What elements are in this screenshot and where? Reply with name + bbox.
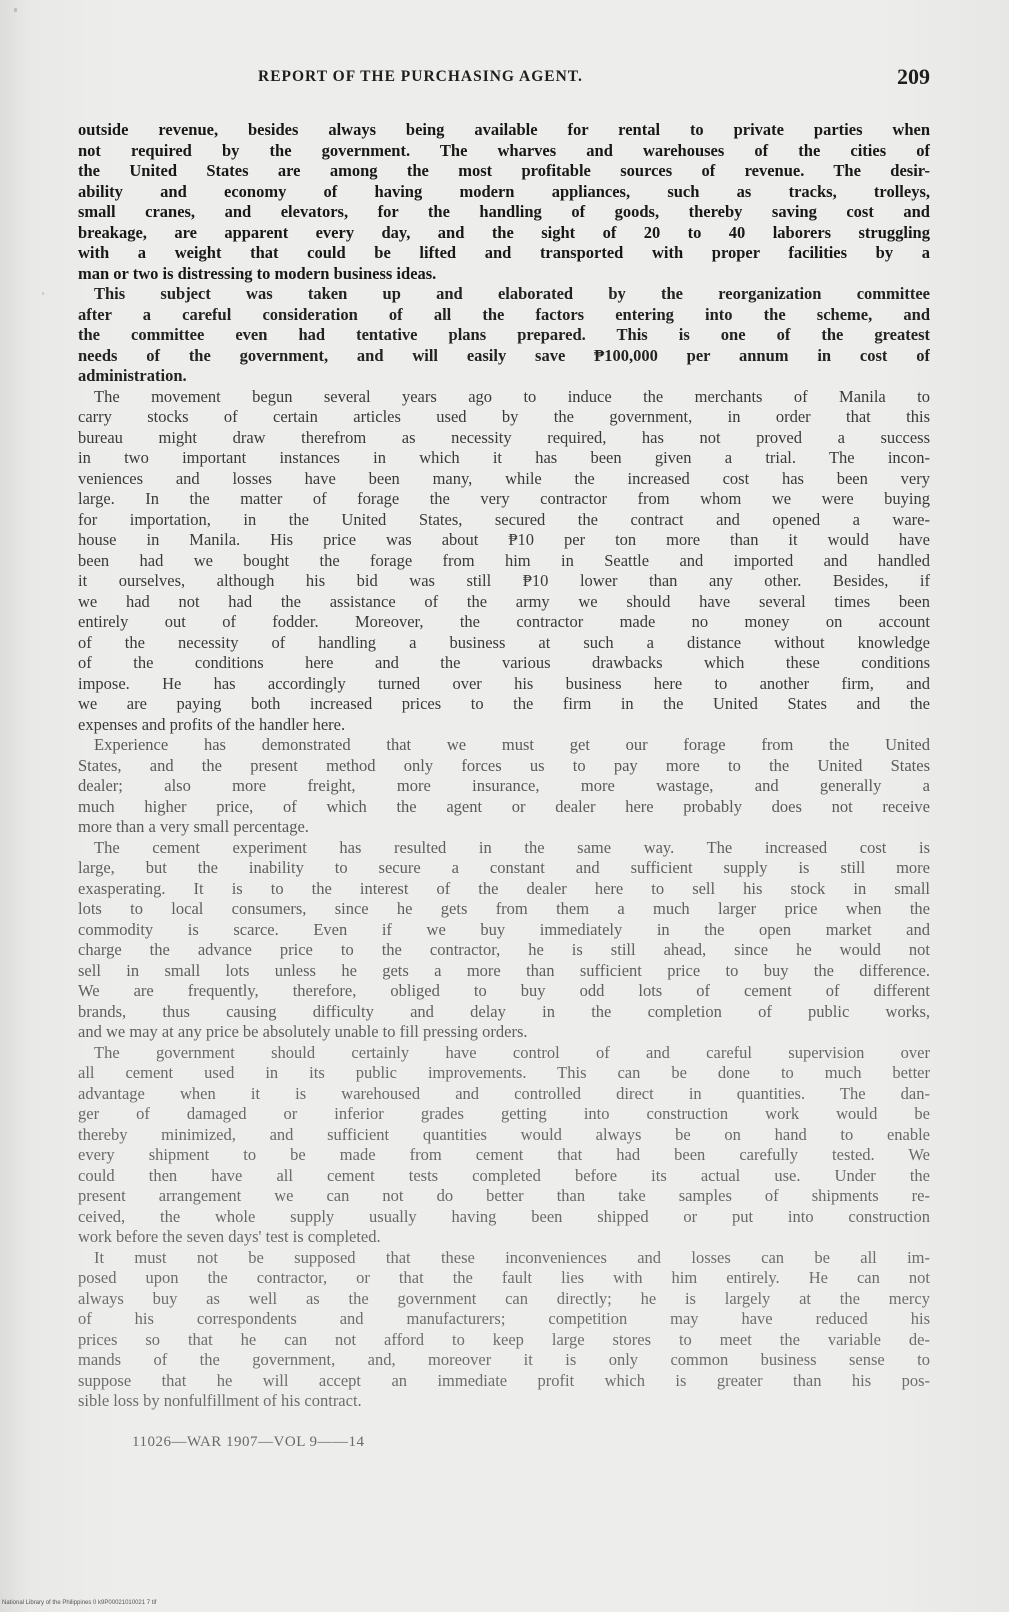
- text-line: brands, thus causing difficulty and delay in the completion of public works,: [78, 1001, 930, 1021]
- text-line: needs of the government, and will easily save ₱100,000 per annum in cost of: [78, 345, 930, 365]
- text-line: The movement begun several years ago to induce the merchants of Manila to: [94, 386, 930, 406]
- text-line: expenses and profits of the handler here.: [78, 714, 346, 734]
- text-line: It must not be supposed that these inconveniences and losses can be all im-: [94, 1247, 930, 1267]
- paragraph: [78, 120, 930, 284]
- text-line: we had not had the assistance of the army we should have several times been: [78, 591, 930, 611]
- text-line: ceived, the whole supply usually having been shipped or put into construction: [78, 1206, 930, 1226]
- text-line: bureau might draw therefrom as necessity required, has not proved a success: [78, 427, 930, 447]
- text-line: the United States are among the most profitable sources of revenue. The desir-: [78, 161, 930, 180]
- text-line: we are paying both increased prices to the firm in the United States and the: [78, 694, 930, 713]
- text-line: mands of the government, and, moreover it is only common business sense to: [78, 1350, 930, 1369]
- text-line: all cement used in its public improvements. This can be done to much better: [78, 1063, 930, 1082]
- text-line: not required by the government. The wharves and warehouses of the cities of: [78, 140, 930, 160]
- text-line: ability and economy of having modern appliances, such as tracks, trolleys,: [78, 181, 930, 201]
- text-line: in two important instances in which it has been given a trial. The incon-: [78, 448, 930, 467]
- text-line: it ourselves, although his bid was still ₱10 lower than any other. Besides, if: [78, 571, 930, 590]
- text-line: been had we bought the forage from him in Seattle and imported and handled: [78, 550, 930, 570]
- running-head: REPORT OF THE PURCHASING AGENT.: [258, 68, 583, 85]
- paragraph: [78, 838, 930, 1043]
- text-line: thereby minimized, and sufficient quantities would always be on hand to enable: [78, 1124, 930, 1144]
- text-line: the committee even had tentative plans prepared. This is one of the greatest: [78, 325, 930, 344]
- text-line: States, and the present method only forces us to pay more to the United States: [78, 755, 930, 775]
- page-number: 209: [897, 64, 930, 89]
- text-line: small cranes, and elevators, for the handling of goods, thereby saving cost and: [78, 202, 930, 221]
- text-line: advantage when it is warehoused and controlled direct in quantities. The dan-: [78, 1083, 930, 1103]
- text-line: could then have all cement tests completed before its actual use. Under the: [78, 1165, 930, 1185]
- text-line: of the conditions here and the various drawbacks which these conditions: [78, 653, 930, 672]
- text-line: more than a very small percentage.: [78, 817, 309, 836]
- paragraph: [78, 387, 930, 736]
- text-line: large, but the inability to secure a constant and sufficient supply is still more: [78, 858, 930, 877]
- signature-line: 11026—WAR 1907—VOL 9——14: [132, 1434, 365, 1450]
- text-line: This subject was taken up and elaborated by the reorganization committee: [94, 284, 930, 303]
- text-line: man or two is distressing to modern business ideas.: [78, 263, 437, 283]
- library-stamp: National Library of the Philippines 0 k9P00021010021 7 tif: [2, 1600, 157, 1606]
- text-line: after a careful consideration of all the factors entering into the scheme, and: [78, 304, 930, 324]
- text-line: work before the seven days' test is completed.: [78, 1227, 381, 1246]
- scan-speck: [42, 292, 44, 295]
- text-line: much higher price, of which the agent or dealer here probably does not receive: [78, 796, 930, 816]
- body-text: [78, 120, 930, 1412]
- text-line: for importation, in the United States, secured the contract and opened a ware-: [78, 509, 930, 529]
- page-header: [258, 64, 930, 94]
- text-line: veniences and losses have been many, while the increased cost has been very: [78, 468, 930, 488]
- text-line: impose. He has accordingly turned over his business here to another firm, and: [78, 673, 930, 693]
- text-line: sible loss by nonfulfillment of his contract.: [78, 1391, 362, 1410]
- text-line: every shipment to be made from cement that had been carefully tested. We: [78, 1145, 930, 1164]
- text-line: sell in small lots unless he gets a more than sufficient price to buy the difference.: [78, 960, 930, 980]
- text-line: Experience has demonstrated that we must get our forage from the United: [94, 735, 930, 754]
- text-line: charge the advance price to the contractor, he is still ahead, since he would not: [78, 940, 930, 959]
- text-line: administration.: [78, 366, 187, 385]
- text-line: We are frequently, therefore, obliged to buy odd lots of cement of different: [78, 981, 930, 1000]
- text-line: outside revenue, besides always being available for rental to private parties when: [78, 120, 930, 139]
- text-line: posed upon the contractor, or that the fault lies with him entirely. He can not: [78, 1268, 930, 1287]
- paragraph: [78, 735, 930, 838]
- text-line: exasperating. It is to the interest of the dealer here to sell his stock in small: [78, 878, 930, 898]
- text-line: of the necessity of handling a business at such a distance without knowledge: [78, 632, 930, 652]
- text-line: always buy as well as the government can directly; he is largely at the mercy: [78, 1288, 930, 1308]
- text-line: house in Manila. His price was about ₱10 per ton more than it would have: [78, 530, 930, 549]
- text-line: with a weight that could be lifted and transported with proper facilities by a: [78, 243, 930, 262]
- text-line: breakage, are apparent every day, and the sight of 20 to 40 laborers struggling: [78, 222, 930, 242]
- text-line: The cement experiment has resulted in the same way. The increased cost is: [94, 837, 930, 857]
- text-line: carry stocks of certain articles used by the government, in order that this: [78, 407, 930, 426]
- text-line: suppose that he will accept an immediate profit which is greater than his pos-: [78, 1370, 930, 1390]
- paragraph: [78, 1043, 930, 1248]
- paragraph: [78, 1248, 930, 1412]
- paragraph: [78, 284, 930, 387]
- text-line: dealer; also more freight, more insurance, more wastage, and generally a: [78, 776, 930, 795]
- text-line: lots to local consumers, since he gets from them a much larger price when the: [78, 899, 930, 918]
- text-line: present arrangement we can not do better than take samples of shipments re-: [78, 1186, 930, 1205]
- text-line: of his correspondents and manufacturers; competition may have reduced his: [78, 1309, 930, 1328]
- scan-speck: [14, 8, 17, 12]
- text-line: entirely out of fodder. Moreover, the contractor made no money on account: [78, 612, 930, 631]
- text-line: and we may at any price be absolutely unable to fill pressing orders.: [78, 1022, 528, 1041]
- text-line: ger of damaged or inferior grades getting into construction work would be: [78, 1104, 930, 1123]
- text-line: prices so that he can not afford to keep large stores to meet the variable de-: [78, 1329, 930, 1349]
- text-line: commodity is scarce. Even if we buy immediately in the open market and: [78, 919, 930, 939]
- text-line: The government should certainly have control of and careful supervision over: [94, 1042, 930, 1062]
- text-line: large. In the matter of forage the very contractor from whom we were buying: [78, 489, 930, 508]
